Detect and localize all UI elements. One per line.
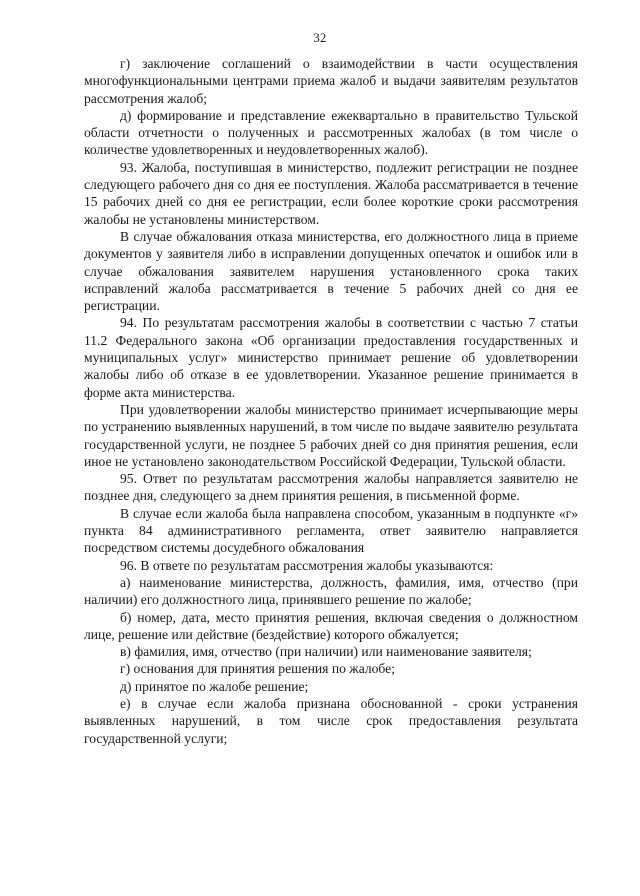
list-item-e: е) в случае если жалоба признана обоснованной - сроки устранения выявленных нарушений, в том числе срок предоставления результата государственной услуги; [84, 695, 578, 746]
list-item-g: г) основания для принятия решения по жалобе; [120, 661, 395, 677]
page-number: 32 [313, 31, 327, 45]
paragraph-94: 94. По результатам рассмотрения жалобы в соответствии с частью 7 статьи 11.2 Федерального закона «Об организации предоставления государственных и муниципальных услуг» министерство принимает решение об удовлетворении жалобы либо об отказе в ее удовлетворении. Указанное решение принимается в форме акта министерства. [84, 315, 578, 400]
paragraph-93: 93. Жалоба, поступившая в министерство, подлежит регистрации не позднее следующего рабочего дня со дня ее поступления. Жалоба рассматривается в течение 15 рабочих дней со дня ее регистрации, если более короткие сроки рассмотрения жалобы не установлены министерством. [84, 159, 578, 227]
paragraph-93-refusal-appeal: В случае обжалования отказа министерства, его должностного лица в приеме документов у заявителя либо в исправлении допущенных опечаток и ошибок или в случае обжалования заявителем нарушения установленного срока таких исправлений жалоба рассматривается в течение 5 рабочих дней со дня ее регистрации. [84, 228, 578, 314]
list-item-b: б) номер, дата, место принятия решения, включая сведения о должностном лице, решение или действие (бездействие) которого обжалуется; [84, 609, 578, 642]
paragraph-94-satisfaction: При удовлетворении жалобы министерство принимает исчерпывающие меры по устранению выявленных нарушений, в том числе по выдаче заявителю результата государственной услуги, не позднее 5 рабочих дней со дня принятия решения, если иное не установлено законодательством Российской Федерации, Тульской области. [84, 401, 578, 469]
paragraph-g-agreements: г) заключение соглашений о взаимодействии в части осуществления многофункциональными центрами приема жалоб и выдачи заявителям результатов рассмотрения жалоб; [84, 56, 578, 106]
paragraph-95-pretrial-system: В случае если жалоба была направлена способом, указанным в подпункте «г» пункта 84 административного регламента, ответ заявителю направляется посредством системы досудебного обжалования [84, 505, 578, 556]
paragraph-d-reporting: д) формирование и представление ежеквартально в правительство Тульской области отчетности о полученных и рассмотренных жалобах (в том числе о количестве удовлетворенных и неудовлетворенных жалоб). [84, 107, 578, 158]
document-body [84, 55, 578, 747]
paragraph-96: 96. В ответе по результатам рассмотрения жалобы указываются: [120, 557, 494, 573]
list-item-d: д) принятое по жалобе решение; [120, 678, 309, 694]
list-item-a: а) наименование министерства, должность, фамилия, имя, отчество (при наличии) его должностного лица, принявшего решение по жалобе; [84, 574, 578, 608]
list-item-v: в) фамилия, имя, отчество (при наличии) или наименование заявителя; [120, 644, 532, 660]
paragraph-95: 95. Ответ по результатам рассмотрения жалобы направляется заявителю не позднее дня, следующего за днем принятия решения, в письменной форме. [84, 471, 578, 504]
